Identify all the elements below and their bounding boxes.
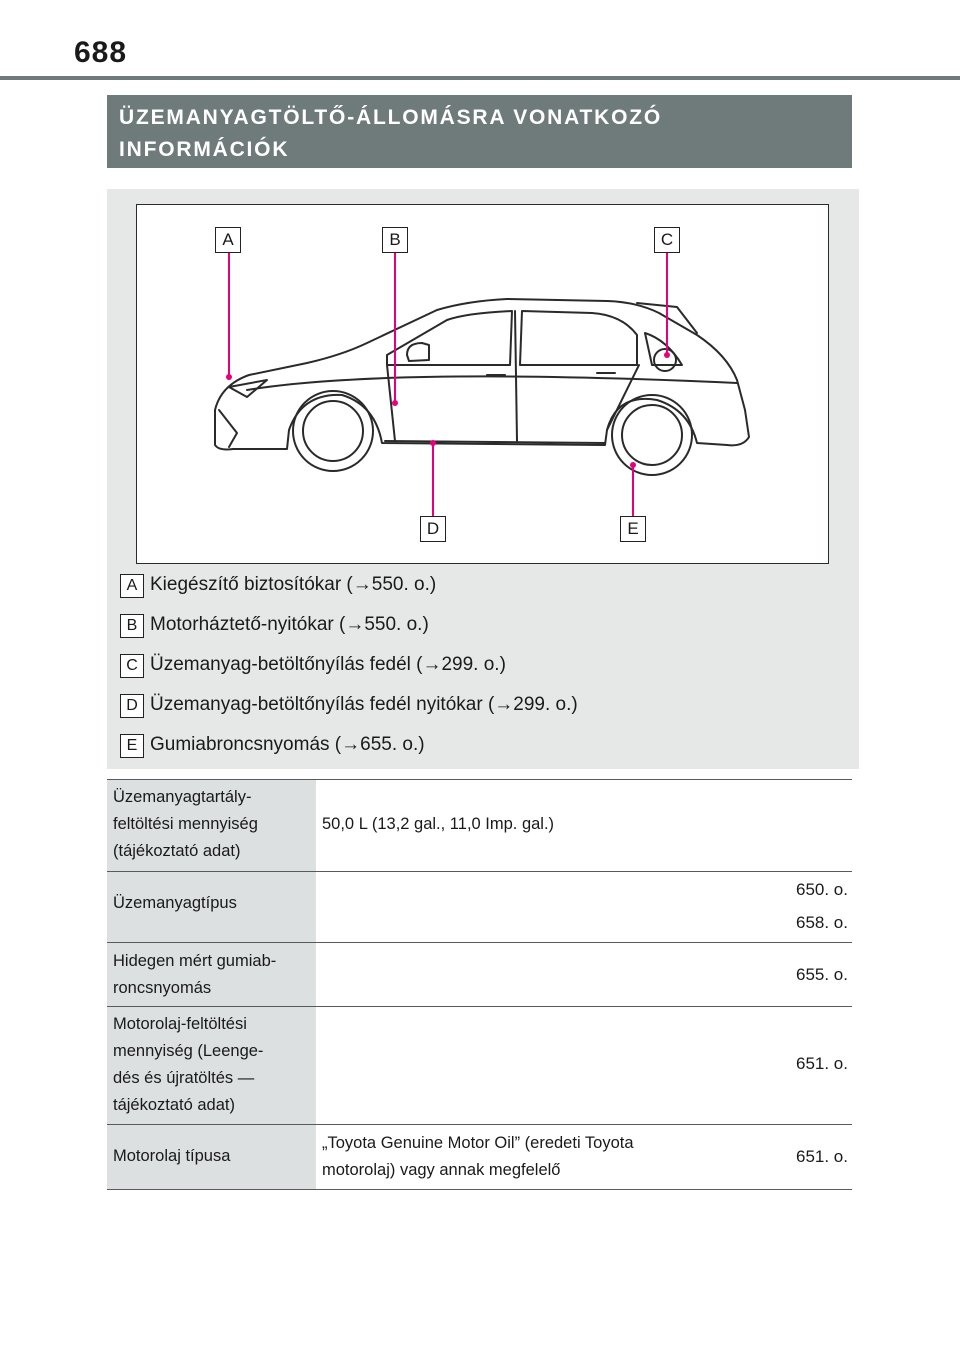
table-row-label: Üzemanyagtípus — [107, 872, 316, 943]
legend-text: Kiegészítő biztosítókar (→550. o.) — [150, 574, 437, 595]
legend-text: Üzemanyag-betöltőnyílás fedél nyitókar (→299. o.) — [150, 694, 578, 715]
callout-dot-c — [664, 352, 670, 358]
callout-label-c: C — [654, 227, 680, 253]
fuel-lid-shape — [654, 349, 676, 371]
rear-wheel-rim — [622, 405, 682, 465]
section-header — [107, 95, 852, 168]
table-row-value: „Toyota Genuine Motor Oil” (eredeti Toyota motorolaj) vagy annak megfelelő — [322, 1134, 634, 1179]
car-side-mirror — [407, 343, 429, 361]
section-title-line-1: ÜZEMANYAGTÖLTŐ-ÁLLOMÁSRA VONATKOZÓ — [119, 106, 662, 129]
section-title-line-2: INFORMÁCIÓK — [119, 138, 290, 161]
callout-label-e: E — [620, 516, 646, 542]
car-door-line-rear — [607, 365, 639, 430]
table-row-ref: 655. o. — [796, 965, 848, 984]
callout-label-b: B — [382, 227, 408, 253]
legend-item — [120, 732, 840, 760]
callout-dot-d — [430, 440, 436, 446]
car-window-front — [387, 311, 512, 365]
table-row-ref: 651. o. — [796, 1147, 848, 1166]
car-side-view — [137, 205, 830, 565]
table-row-ref: 650. o. — [796, 880, 848, 899]
legend-text: Motorháztető-nyitókar (→550. o.) — [150, 614, 429, 635]
callout-dot-e — [630, 462, 636, 468]
car-front-grille — [219, 410, 237, 447]
car-body-crease — [247, 376, 737, 390]
table-row — [107, 779, 852, 872]
legend-key: A — [120, 574, 144, 598]
legend-item — [120, 692, 840, 720]
page-number: 688 — [74, 36, 128, 69]
legend-item — [120, 612, 840, 640]
table-row-label: Üzemanyagtartály- feltöltési mennyiség (tájékoztató adat) — [107, 780, 316, 872]
table-row — [107, 942, 852, 1007]
callout-label-d: D — [420, 516, 446, 542]
table-row-value: 50,0 L (13,2 gal., 11,0 Imp. gal.) — [322, 815, 555, 833]
table-row — [107, 1124, 852, 1190]
front-wheel-rim — [303, 401, 363, 461]
legend-text: Gumiabroncsnyomás (→655. o.) — [150, 734, 425, 755]
table-row — [107, 871, 852, 943]
legend-key: D — [120, 694, 144, 718]
car-window-rear — [520, 311, 637, 365]
callout-dot-b — [392, 400, 398, 406]
table-row-label: Motorolaj-feltöltési mennyiség (Leenge- dés és újratöltés — tájékoztató adat) — [107, 1007, 316, 1125]
legend-key: E — [120, 734, 144, 758]
table-row-ref: 651. o. — [796, 1054, 848, 1073]
callout-dot-a — [226, 374, 232, 380]
car-body-outline — [215, 299, 749, 450]
legend-text: Üzemanyag-betöltőnyílás fedél (→299. o.) — [150, 654, 506, 675]
legend-item — [120, 652, 840, 680]
rear-wheel-tire — [612, 395, 692, 475]
front-wheel-tire — [293, 391, 373, 471]
car-illustration — [136, 204, 829, 564]
callout-label-a: A — [215, 227, 241, 253]
table-row-label: Hidegen mért gumiab- roncsnyomás — [107, 943, 316, 1007]
table-row-ref: 658. o. — [796, 913, 848, 932]
table-row — [107, 1006, 852, 1125]
top-rule — [0, 76, 960, 80]
table-row-label: Motorolaj típusa — [107, 1125, 316, 1189]
legend-key: C — [120, 654, 144, 678]
legend-key: B — [120, 614, 144, 638]
legend-item — [120, 572, 840, 600]
